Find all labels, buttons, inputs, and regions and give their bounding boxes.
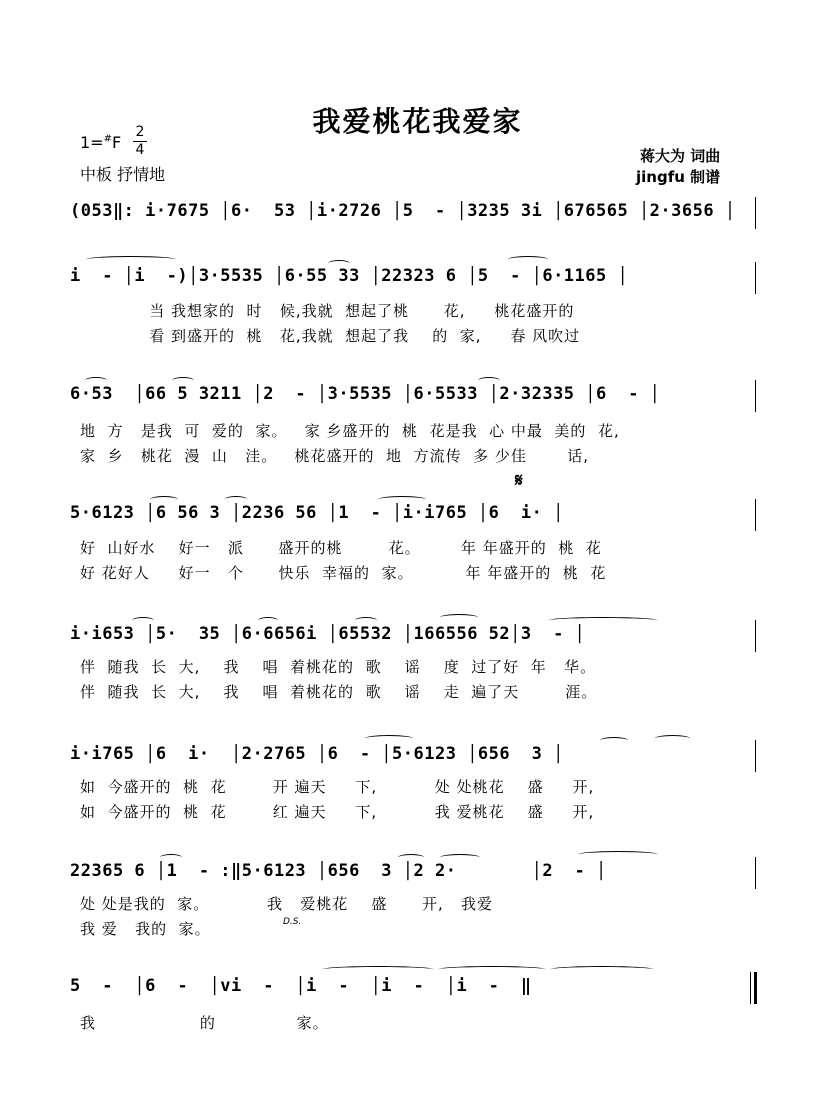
- barline: [755, 197, 756, 229]
- lyric-line-1: 我 的 家。: [80, 1014, 329, 1032]
- music-line: [0, 380, 835, 414]
- lyric-line-2: 好 花好人 好一 个 快乐 幸福的 家。 年 年盛开的 桃 花: [80, 564, 607, 582]
- sharp-symbol: #: [103, 133, 112, 145]
- key-note: F: [111, 133, 122, 152]
- time-signature-bottom: 4: [135, 142, 145, 158]
- time-signature-top: 2: [135, 124, 145, 140]
- music-notes: i - │i -)│3·5535 │6·55 33 │22323 6 │5 - │6·1165 │: [70, 266, 629, 286]
- music-notes: i·i653 │5· 35 │6·6656i │65532 │166556 52│3 - │: [70, 624, 586, 644]
- music-notes: 6·53 │66 5 3211 │2 - │3·5535 │6·5533 │2·32335 │6 - │: [70, 384, 661, 404]
- lyric-line-1: 地 方 是我 可 爱的 家。 家 乡盛开的 桃 花是我 心 中最 美的 花,: [80, 422, 620, 440]
- music-notes: i·i765 │6 i· │2·2765 │6 - │5·6123 │656 3 │: [70, 744, 564, 764]
- barline: [755, 262, 756, 294]
- music-notes: 22365 6 │1 - :‖5·6123 │656 3 │2 2· │2 - │: [70, 861, 607, 881]
- final-barline: [754, 972, 757, 1004]
- lyric-line-2: 家 乡 桃花 漫 山 洼。 桃花盛开的 地 方流传 多 少佳 话,: [80, 447, 590, 465]
- music-line: [0, 857, 835, 891]
- lyric-line-2: 如 今盛开的 桃 花 红 遍天 下, 我 爱桃花 盛 开,: [80, 803, 595, 821]
- segno-sign: 𝄋: [515, 470, 523, 491]
- barline: [755, 620, 756, 652]
- barline: [755, 857, 756, 889]
- tempo-marking: 中板 抒情地: [80, 165, 166, 184]
- music-line: [0, 972, 835, 1006]
- key-signature: [80, 133, 121, 152]
- lyric-line-1: 好 山好水 好一 派 盛开的桃 花。 年 年盛开的 桃 花: [80, 539, 602, 557]
- lyricist-composer-credit: 蒋大为 词曲: [640, 147, 721, 165]
- lyric-line-2: 看 到盛开的 桃 花,我就 想起了我 的 家, 春 风吹过: [80, 327, 581, 345]
- arranger-credit: jingfu 制谱: [636, 168, 721, 186]
- lyric-line-1: 如 今盛开的 桃 花 开 遍天 下, 处 处桃花 盛 开,: [80, 778, 595, 796]
- lyric-line-1: 当 我想家的 时 候,我就 想起了桃 花, 桃花盛开的: [80, 302, 575, 320]
- lyric-line-1: 伴 随我 长 大, 我 唱 着桃花的 歌 谣 度 过了好 年 华。: [80, 658, 597, 676]
- music-line: [0, 620, 835, 654]
- dal-segno-mark: D.S.: [283, 917, 302, 927]
- music-line: [0, 197, 835, 231]
- music-line: [0, 499, 835, 533]
- barline: [750, 972, 751, 1004]
- lyric-line-1: 处 处是我的 家。 我 爱桃花 盛 开, 我爱: [80, 895, 494, 913]
- music-notes: (053‖: i·7675 │6· 53 │i·2726 │5 - │3235 3i │676565 │2·3656 │: [70, 201, 736, 221]
- time-signature: [133, 125, 147, 158]
- barline: [755, 740, 756, 772]
- music-line: [0, 262, 835, 296]
- music-notes: 5·6123 │6 56 3 │2236 56 │1 - │i·i765 │6 i· │: [70, 503, 564, 523]
- music-line: [0, 740, 835, 774]
- barline: [755, 499, 756, 531]
- key-prefix: 1=: [80, 133, 104, 152]
- barline: [755, 380, 756, 412]
- music-notes: 5 - │6 - │vi - │i - │i - │i - ‖: [70, 976, 532, 996]
- lyric-line-2: 我 爱 我的 家。: [80, 920, 211, 938]
- song-title: 我爱桃花我爱家: [312, 105, 523, 138]
- lyric-line-2: 伴 随我 长 大, 我 唱 着桃花的 歌 谣 走 遍了天 涯。: [80, 683, 598, 701]
